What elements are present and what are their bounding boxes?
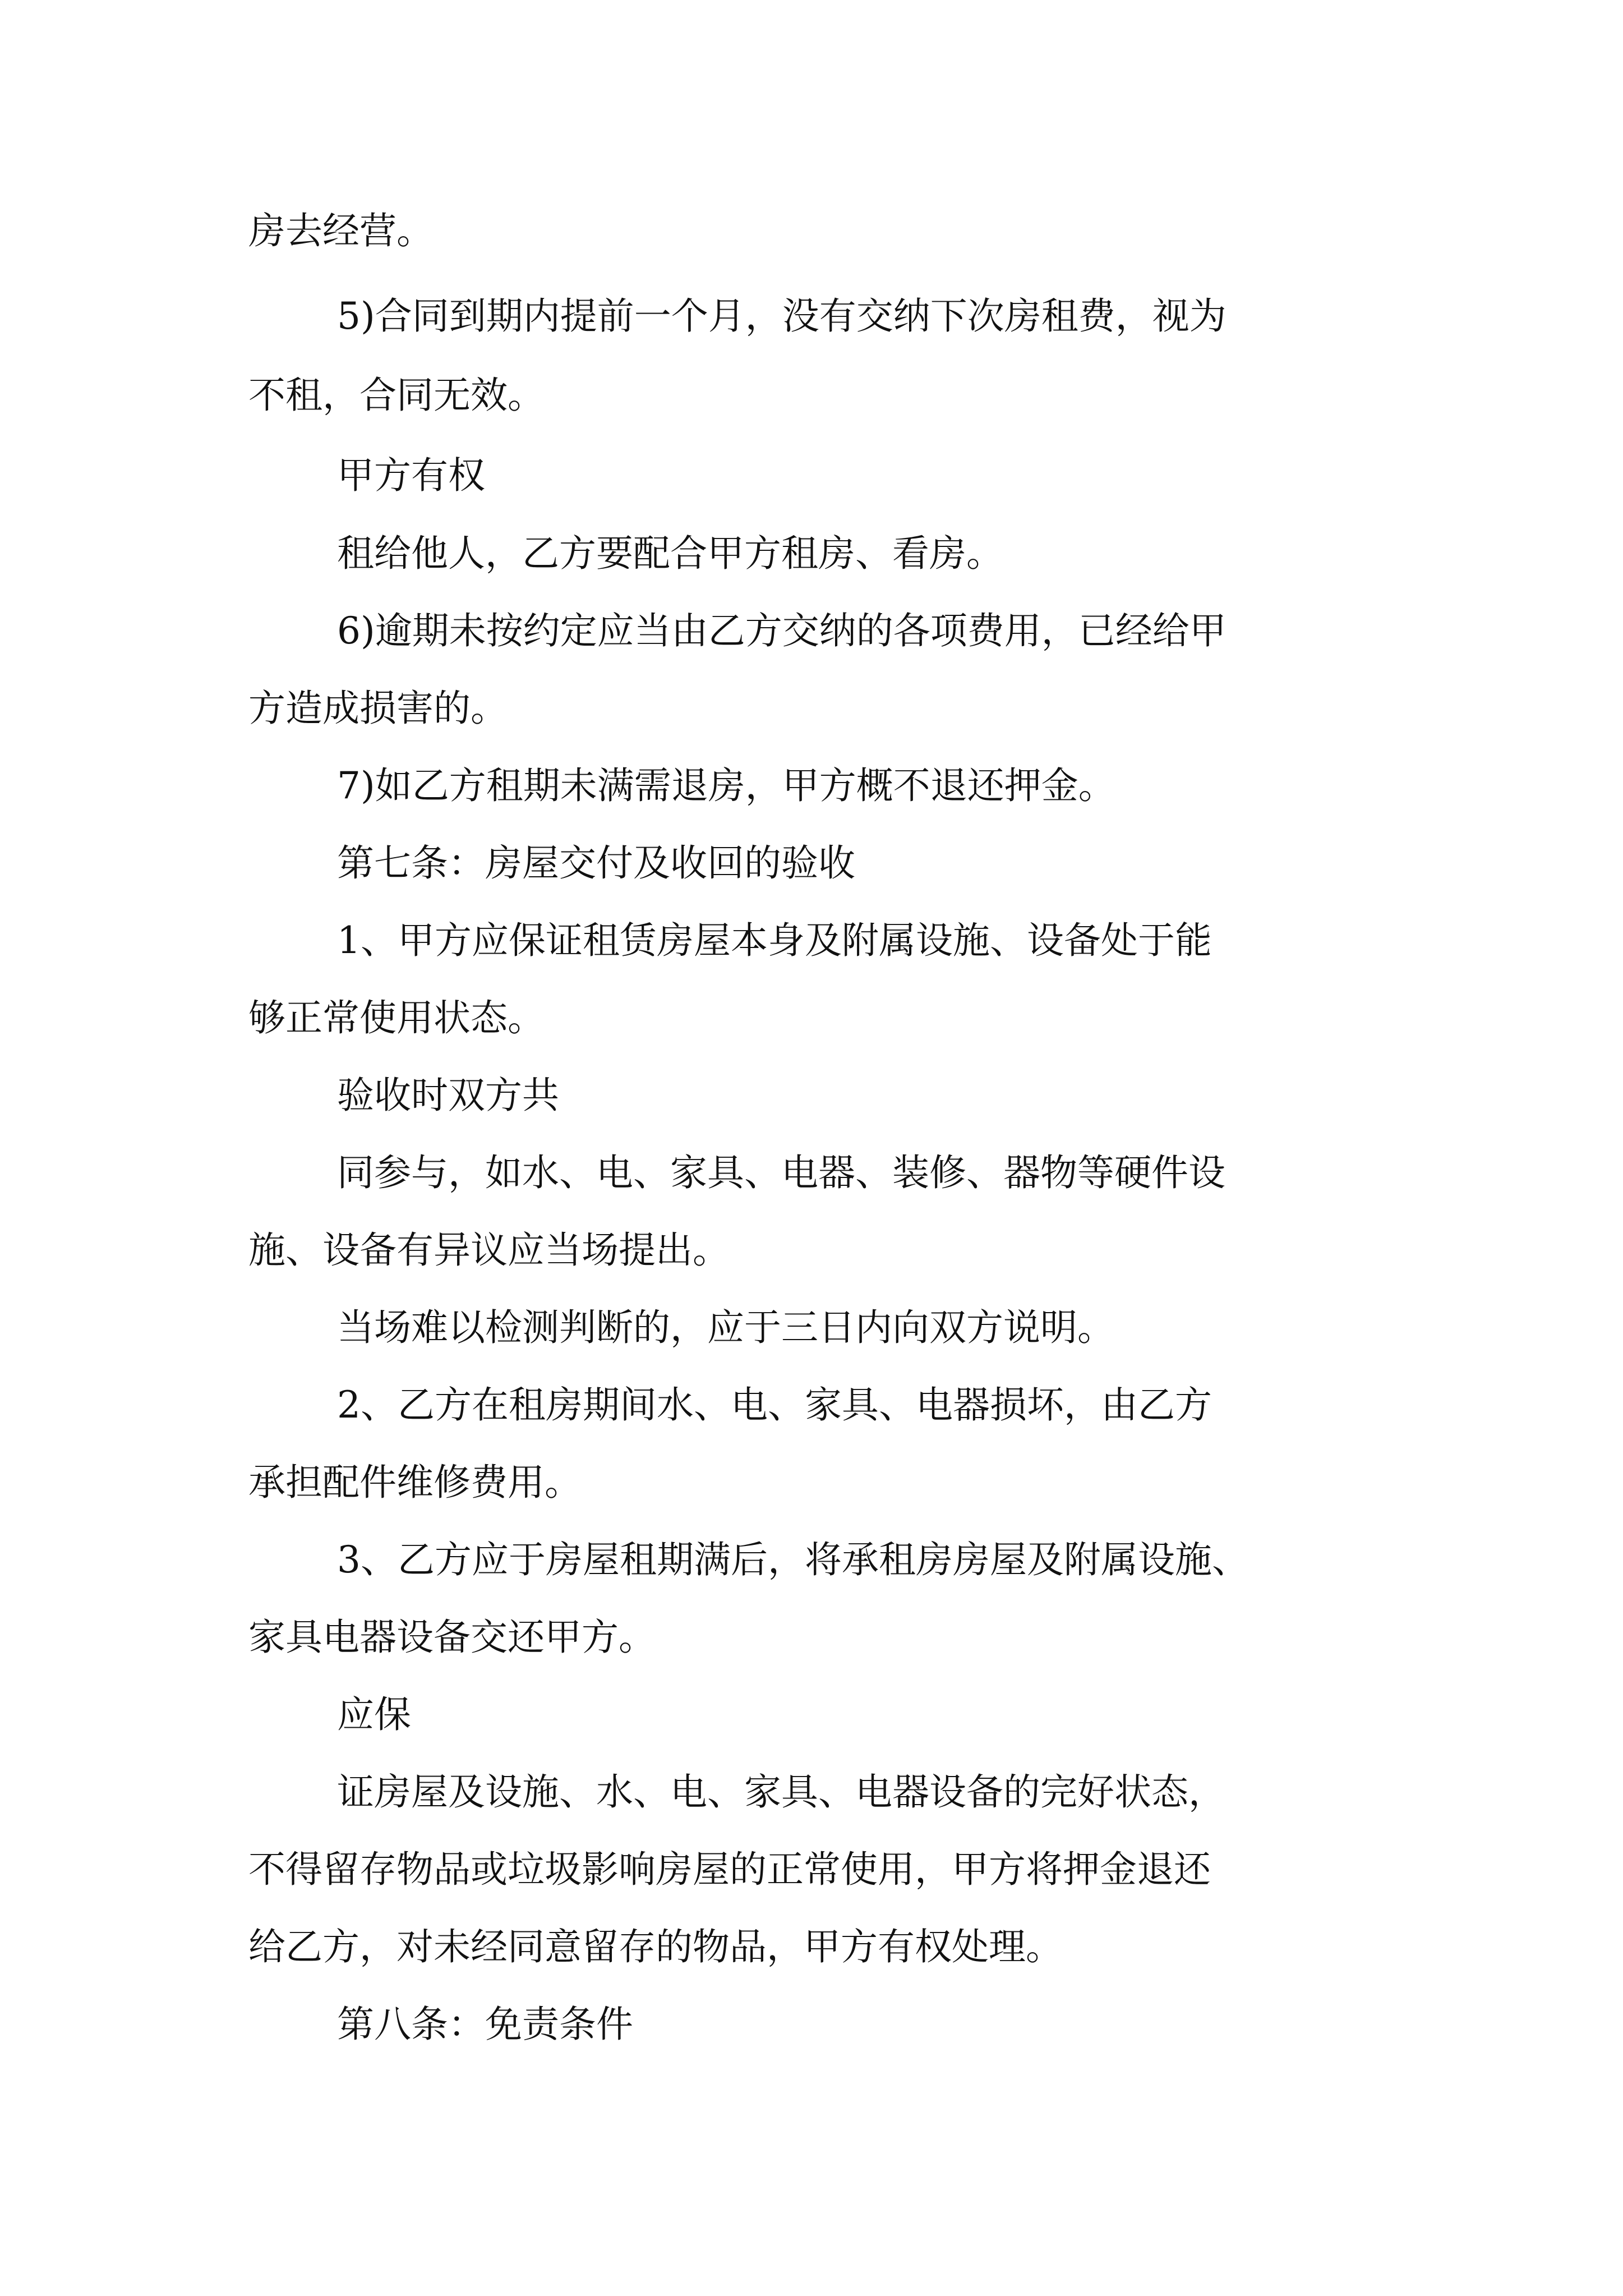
text-line-3: 不租，合同无效。 xyxy=(248,374,545,417)
text-line-13: 同参与，如水、电、家具、电器、装修、器物等硬件设 xyxy=(337,1151,1225,1194)
text-line-6: 6)逾期未按约定应当由乙方交纳的各项费用，已经给甲 xyxy=(337,609,1227,652)
text-line-22: 不得留存物品或垃圾影响房屋的正常使用，甲方将押金退还 xyxy=(248,1848,1211,1891)
text-line-18: 3、乙方应于房屋租期满后，将承租房房屋及附属设施、 xyxy=(337,1538,1249,1581)
text-line-8: 7)如乙方租期未满需退房，甲方概不退还押金。 xyxy=(337,764,1115,807)
text-line-23: 给乙方，对未经同意留存的物品，甲方有权处理。 xyxy=(248,1925,1063,1968)
text-line-17: 承担配件维修费用。 xyxy=(248,1461,582,1504)
section-heading-article-7: 第七条：房屋交付及收回的验收 xyxy=(337,841,855,885)
text-line-5: 租给他人，乙方要配合甲方租房、看房。 xyxy=(337,532,1003,575)
text-line-16: 2、乙方在租房期间水、电、家具、电器损坏，由乙方 xyxy=(337,1383,1212,1427)
text-line-14: 施、设备有异议应当场提出。 xyxy=(248,1228,730,1272)
text-line-19: 家具电器设备交还甲方。 xyxy=(248,1616,656,1659)
text-line-1: 房去经营。 xyxy=(248,209,434,252)
text-line-12: 验收时双方共 xyxy=(337,1074,559,1117)
text-line-15: 当场难以检测判断的，应于三日内向双方说明。 xyxy=(337,1306,1114,1349)
text-line-10: 1、甲方应保证租赁房屋本身及附属设施、设备处于能 xyxy=(337,919,1212,962)
text-line-4: 甲方有权 xyxy=(337,454,485,497)
text-line-20: 应保 xyxy=(337,1693,411,1736)
text-line-7: 方造成损害的。 xyxy=(248,687,508,730)
text-line-21: 证房屋及设施、水、电、家具、电器设备的完好状态， xyxy=(337,1770,1225,1814)
text-line-11: 够正常使用状态。 xyxy=(248,996,545,1039)
text-line-2: 5)合同到期内提前一个月，没有交纳下次房租费，视为 xyxy=(337,295,1227,338)
section-heading-article-8: 第八条：免责条件 xyxy=(337,2003,633,2046)
